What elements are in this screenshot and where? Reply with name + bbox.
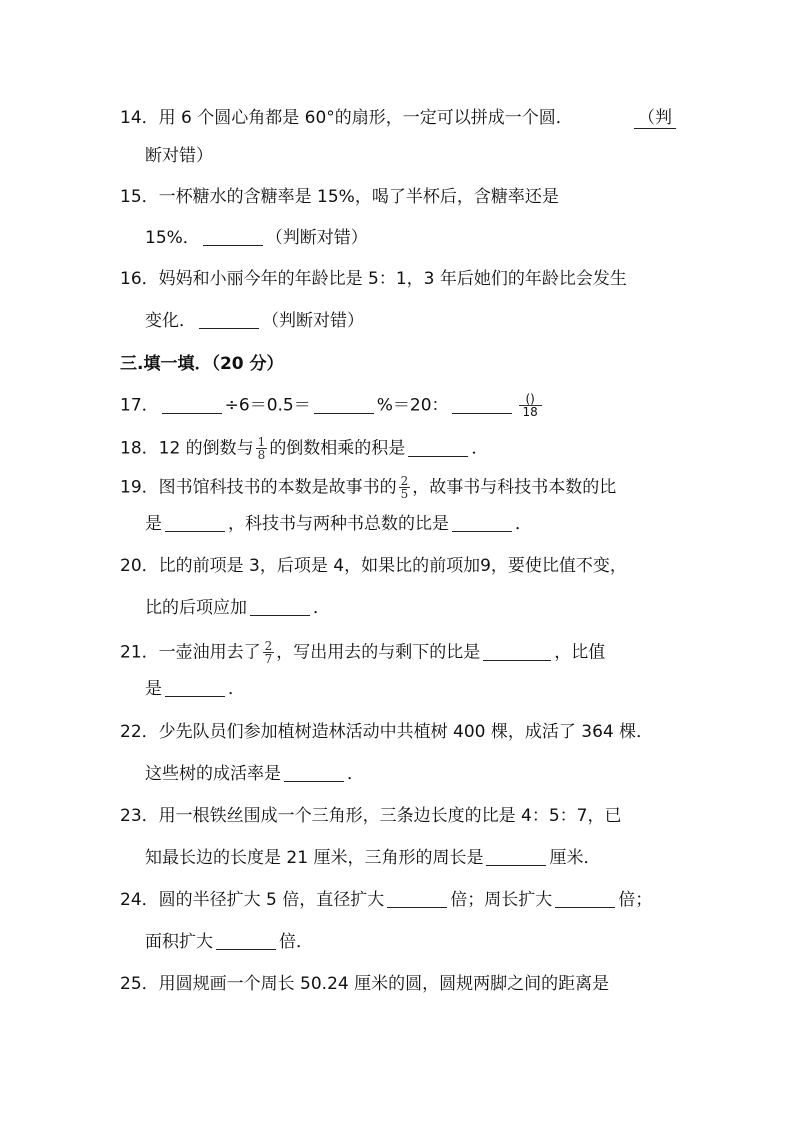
question-17-blank-3[interactable] (452, 397, 512, 414)
question-18-prefix: 18．12 的倒数与 (120, 438, 254, 459)
question-21-prefix: 21．一壶油用去了 (120, 642, 261, 663)
question-21-line2-prefix: 是 (145, 679, 162, 699)
question-21-fraction (263, 640, 275, 665)
question-23-line2 (145, 846, 600, 870)
question-16-prefix: 变化． (145, 311, 196, 331)
question-17-blank-2[interactable] (314, 397, 374, 414)
question-17-text-a: ÷6＝0.5＝ (224, 395, 311, 416)
question-19-line2-mid: ，科技书与两种书总数的比是 (228, 514, 449, 534)
question-18-fraction (256, 436, 268, 461)
question-14-blank[interactable]: （判 (634, 108, 676, 129)
question-24-line1 (120, 888, 652, 912)
question-18-blank[interactable] (408, 440, 468, 457)
question-21-blank-1[interactable] (483, 644, 551, 661)
question-21-blank-2[interactable] (165, 680, 225, 697)
question-18 (120, 436, 488, 461)
question-16-line1: 16．妈妈和小丽今年的年龄比是 5：1，3 年后她们的年龄比会发生 (120, 269, 627, 289)
question-19-line1 (120, 475, 616, 500)
question-17-number: 17． (120, 395, 159, 416)
question-21-line2-end: ． (228, 679, 245, 699)
question-20-blank[interactable] (250, 599, 310, 616)
question-20-line2-end: ． (313, 598, 330, 618)
question-17 (120, 393, 542, 418)
question-16-blank[interactable] (199, 312, 259, 329)
question-24-blank-1[interactable] (387, 891, 447, 908)
question-19-line2-end: ． (515, 514, 532, 534)
question-19-text: ，故事书与科技书本数的比 (412, 477, 617, 498)
question-15-line1: 15．一杯糖水的含糖率是 15%，喝了半杯后，含糖率还是 (120, 187, 559, 207)
question-21-line1 (120, 640, 605, 665)
question-22-line2 (145, 762, 364, 786)
question-14-line1: 14．用 6 个圆心角都是 60°的扇形，一定可以拼成一个圆． (120, 108, 573, 128)
question-14-judge-tag (634, 106, 676, 130)
question-15-line2 (145, 226, 368, 250)
question-24-line2-end: 倍． (279, 932, 313, 952)
question-24-mid: 倍；周长扩大 (450, 890, 553, 910)
question-23-line2-prefix: 知最长边的长度是 21 厘米，三角形的周长是 (145, 848, 484, 868)
question-20-line2 (145, 596, 330, 620)
question-17-fraction-denominator: 18 (522, 405, 538, 419)
question-19-blank-1[interactable] (165, 515, 225, 532)
question-14-line2: 断对错） (145, 146, 213, 166)
question-15-prefix: 15%． (145, 228, 200, 248)
question-19-prefix: 19．图书馆科技书的本数是故事书的 (120, 477, 397, 498)
question-17-text-b: %＝20： (376, 395, 449, 416)
question-22-line2-prefix: 这些树的成活率是 (145, 764, 281, 784)
question-22-blank[interactable] (284, 765, 344, 782)
question-21-line2 (145, 677, 245, 701)
question-20-line2-prefix: 比的后项应加 (145, 598, 247, 618)
question-18-fraction-denominator: 8 (257, 448, 266, 462)
question-15-blank[interactable] (203, 229, 263, 246)
section-3-title: 三.填一填．（20 分） (120, 354, 284, 374)
question-18-end: ． (471, 438, 489, 459)
question-21-text: ，写出用去的与剩下的比是 (276, 642, 481, 663)
question-23-line2-end: 厘米． (549, 848, 601, 868)
question-18-fraction-numerator: 1 (257, 435, 266, 449)
question-21-end: ，比值 (554, 642, 606, 663)
question-17-blank-1[interactable] (162, 397, 222, 414)
question-24-blank-2[interactable] (555, 891, 615, 908)
question-23-blank[interactable] (486, 849, 546, 866)
question-24-prefix: 24．圆的半径扩大 5 倍，直径扩大 (120, 890, 385, 910)
question-18-text: 的倒数相乘的积是 (269, 438, 406, 459)
question-22-line2-end: ． (347, 764, 364, 784)
question-16-suffix: （判断对错） (262, 311, 364, 331)
question-16-line2 (145, 309, 364, 333)
question-22-line1: 22．少先队员们参加植树造林活动中共植树 400 棵，成活了 364 棵． (120, 722, 654, 742)
question-24-blank-3[interactable] (216, 933, 276, 950)
question-24-line2 (145, 930, 313, 954)
question-23-line1: 23．用一根铁丝围成一个三角形，三条边长度的比是 4：5：7，已 (120, 806, 622, 826)
question-17-fraction-numerator[interactable]: () (519, 393, 542, 406)
question-21-fraction-denominator: 7 (264, 652, 273, 666)
question-17-fraction (519, 393, 542, 418)
question-19-line2-prefix: 是 (145, 514, 162, 534)
question-19-fraction-numerator: 2 (400, 474, 409, 488)
question-19-blank-2[interactable] (452, 515, 512, 532)
question-24-end: 倍； (618, 890, 653, 910)
question-20-line1: 20．比的前项是 3，后项是 4，如果比的前项加9，要使比值不变， (120, 556, 627, 576)
question-25-line1: 25．用圆规画一个周长 50.24 厘米的圆，圆规两脚之间的距离是 (120, 974, 610, 994)
question-19-fraction (399, 475, 411, 500)
question-24-line2-prefix: 面积扩大 (145, 932, 213, 952)
question-19-line2 (145, 512, 532, 536)
question-21-fraction-numerator: 2 (264, 639, 273, 653)
question-15-suffix: （判断对错） (265, 228, 368, 248)
question-19-fraction-denominator: 5 (400, 487, 409, 501)
